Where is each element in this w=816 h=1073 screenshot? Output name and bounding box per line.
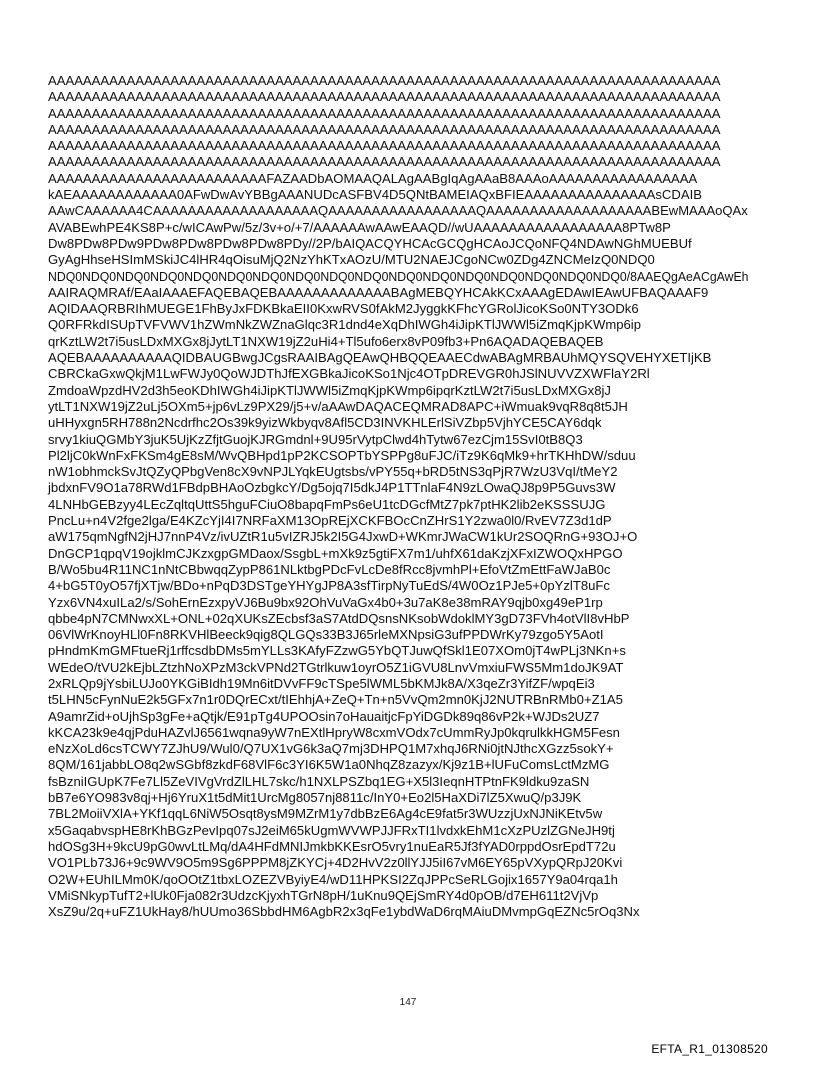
- text-line: bB7e6YO983v8qj+Hj6YruX1t5dMit1UrcMg8057nj8811c/InY0+Eo2l5HaXDi7lZ5XwuQ/p3J9K: [48, 790, 582, 806]
- text-line: 8QM/161jabbLO8q2wSGbf8zkdF68VlF6c3YI6K5W1a0NhqZ8zazyx/Kj9z1B+lUFuComsLctMzMG: [48, 757, 610, 773]
- text-line: kAEAAAAAAAAAAAA0AFwDwAvYBBgAAANUDcASFBV4D5QNtBAMEIAQxBFIEAAAAAAAAAAAAAAAsCDAIB: [48, 187, 702, 203]
- text-line: CBRCkaGxwQkjM1LwFWJy0QoWJDThJfEXGBkaJicoKSo1Njc4OTpDREVGR0hJSlNUVVZXWFlaY2Rl: [48, 366, 650, 382]
- document-id: EFTA_R1_01308520: [651, 1042, 768, 1056]
- text-line: XsZ9u/2q+uFZ1UkHay8/hUUmo36SbbdHM6AgbR2x3qFe1ybdWaD6rqMAiuDMvmpGqEZNc5rOq3Nx: [48, 904, 640, 920]
- text-line: DnGCP1qpqV19ojklmCJKzxgpGMDaox/SsgbL+mXk9z5gtiFX7m1/uhfX61daKzjXFxIZWOQxHPGO: [48, 545, 623, 561]
- text-line: VO1PLb73J6+9c9WV9O5m9Sg6PPPM8jZKYCj+4D2HvV2z0llYJJ5iI67vM6EY65pVXypQRpJ20Kvi: [48, 855, 623, 871]
- text-line: 4LNHbGEBzyy4LEcZqltqUttS5hguFCiuO8bapqFmPs6eU1tcDGcfMtZ7pk7ptHK2lib2eKSSSUJG: [48, 496, 606, 512]
- text-line: eNzXoLd6csTCWY7ZJhU9/Wul0/Q7UX1vG6k3aQ7mj3DHPQ1M7xhqJ6RNi0jtNJthcXGzz5sokY+: [48, 741, 614, 757]
- text-line: qrKztLW2t7i5usLDxMXGx8jJytLT1NXW19jZ2uHi4+Tl5ufo6erx8vP09fb3+Pn6AQADAQEBAQEB: [48, 333, 604, 349]
- text-line: Q0RFRkdISUpTVFVWV1hZWmNkZWZnaGlqc3R1dnd4eXqDhIWGh4iJipKTlJWWl5iZmqKjpKWmp6ip: [48, 317, 641, 333]
- text-line: AAAAAAAAAAAAAAAAAAAAAAAAAFAZAADbAOMAAQALAgAABgIqAgAAaB8AAAoAAAAAAAAAAAAAAAAA: [48, 170, 698, 186]
- text-line: GyAgHhseHSImMSkiJC4lHR4qOisuMjQ2NzYhKTxAOzU/MTU2NAEJCgoNCw0ZDg4ZNCMeIzQ0NDQ0: [48, 252, 655, 268]
- text-line: AAAAAAAAAAAAAAAAAAAAAAAAAAAAAAAAAAAAAAAAAAAAAAAAAAAAAAAAAAAAAAAAAAAAAAAAAAAAA: [48, 138, 721, 154]
- text-line: srvy1kiuQGMbY3juK5UjKzZfjtGuojKJRGmdnl+9U95rVytpClwd4hTytw67ezCjm15SvI0tB8Q3: [48, 431, 583, 447]
- text-line: VMiSNkypTufT2+lUk0Fja082r3UdzcKjyxhTGrN8pH/1uKnu9QEjSmRY4d0pOB/d7EH611t2VjVp: [48, 887, 599, 903]
- text-line: pHndmKmGMFtueRj1rffcsdbDMs5mYLLs3KAfyFZzwG5YbQTJuwQfSkl1E07XOm0jT4wPLj3NKn+s: [48, 643, 626, 659]
- text-line: t5LHN5cFynNuE2k5GFx7n1r0DQrECxt/tIEhhjA+ZeQ+Tn+n5VvQm2mn0KjJ2NUTRBnRMb0+Z1A5: [48, 692, 623, 708]
- text-line: AQIDAAQRBRIhMUEGE1FhByJxFDKBkaEII0KxwRVS0fAkM2JyggkKFhcYGRolJicoKSo0NTY3ODk6: [48, 301, 639, 317]
- text-line: AQEBAAAAAAAAAAQIDBAUGBwgJCgsRAAIBAgQEAwQHBQQEAAECdwABAgMRBAUhMQYSQVEHYXETIjKB: [48, 350, 712, 366]
- text-line: x5GaqabvspHE8rKhBGzPevIpq07sJ2eiM65kUgmWVWPJJFRxTI1lvdxkEhM1cXzPUzlZGNeJH9tj: [48, 822, 615, 838]
- text-line: A9amrZid+oUjhSp3gFe+aQtjk/E91pTg4UPOOsin7oHauaitjcFpYiDGDk89q86vP2k+WJDs2UZ7: [48, 708, 600, 724]
- text-line: O2W+EUhILMm0K/qoOOtZ1tbxLOZEZVByiyE4/wD11HPKSI2ZqJPPcSeRLGojix1657Y9a04rqa1h: [48, 871, 618, 887]
- text-line: ZmdoaWpzdHV2d3h5eoKDhIWGh4iJipKTlJWWl5iZmqKjpKWmp6ipqrKztLW2t7i5usLDxMXGx8jJ: [48, 382, 611, 398]
- text-line: PncLu+n4V2fge2lga/E4KZcYjI4I7NRFaXM13OpREjXCKFBOcCnZHrS1Y2zwa0l0/RvEV7Z3d1dP: [48, 513, 612, 529]
- text-line: AVABEwhPE4KS8P+c/wICAwPw/5z/3v+o/+7/AAAAAAwAAwEAAQD//wUAAAAAAAAAAAAAAAAA8PTw8P: [48, 219, 671, 235]
- text-line: AAAAAAAAAAAAAAAAAAAAAAAAAAAAAAAAAAAAAAAAAAAAAAAAAAAAAAAAAAAAAAAAAAAAAAAAAAAAA: [48, 105, 721, 121]
- text-line: AAAAAAAAAAAAAAAAAAAAAAAAAAAAAAAAAAAAAAAAAAAAAAAAAAAAAAAAAAAAAAAAAAAAAAAAAAAAA: [48, 89, 721, 105]
- text-line: jbdxnFV9O1a78RWd1FBdpBHAoOzbgkcY/Dg5ojq7I5dkJ4P1TTnlaF4N9zLOwaQJ8p9P5Guvs3W: [48, 480, 616, 496]
- text-line: AAAAAAAAAAAAAAAAAAAAAAAAAAAAAAAAAAAAAAAAAAAAAAAAAAAAAAAAAAAAAAAAAAAAAAAAAAAAA: [48, 73, 721, 88]
- text-line: uHHyxgn5RH788n2Ncdrfhc2Os39k9yizWkbyqv8Afl5CD3INVKHLErlSiVZbp5VjhYCE5CAY6dqk: [48, 415, 602, 431]
- text-line: WEdeO/tVU2kEjbLZtzhNoXPzM3ckVPNd2TGtrlkuw1oyrO5Z1iGVU8LnvVmxiuFWS5Mm1doJK9AT: [48, 659, 624, 675]
- text-line: 2xRLQp9jYsbiLUJo0YKGiBIdh19Mn6itDVvFF9cTSpe5lWML5bKMJk8A/X3qeZr3YifZF/wpqEi3: [48, 675, 595, 691]
- page-number: 147: [399, 997, 417, 1008]
- text-line: Dw8PDw8PDw9PDw8PDw8PDw8PDw8PDy//2P/bAIQACQYHCAcGCQgHCAoJCQoNFQ4NDAwNGhMUEBUf: [48, 235, 692, 251]
- text-line: AAwCAAAAAA4CAAAAAAAAAAAAAAAAAAAQAAAAAAAAAAAAAAAAAQAAAAAAAAAAAAAAAAAAABEwMAAAoQAx: [48, 203, 748, 219]
- text-line: kKCA23k9e4qjPduHAZvlJ6561wqna9yW7nEXtlHpryW8cxmVOdx7cUmmRyJp0kqrulkkHGM5Fesn: [48, 724, 620, 740]
- text-line: 4+bG5T0yO57fjXTjw/BDo+nPqD3DSTgeYHYgJP8A3sfTirpNyTuEdS/4W0Oz1PJe5+0pYzlT8uFc: [48, 578, 610, 594]
- text-line: B/Wo5bu4R11NC1nNtCBbwqqZypP861NLktbgPDcFvLcDe8fRcc8jvmhPl+EfoVtZmEttFaWJaB0c: [48, 561, 611, 577]
- text-line: fsBzniIGUpK7Fe7Ll5ZeVIVgVrdZlLHL7skc/h1NXLPSZbq1EG+X5l3IeqnHTPtnFK9ldku9zaSN: [48, 773, 590, 789]
- encoded-text-block: [48, 73, 748, 920]
- text-line: ytLT1NXW19jZ2uLj5OXm5+jp6vLz9PX29/j5+v/aAAwDAQACEQMRAD8APC+iWmuak9vqR8q8t5JH: [48, 398, 628, 414]
- text-line: Pl2ljC0kWnFxFKSm4gE8sM/WvQBHpd1pP2KCSOPTbYSPPg8uFJC/iTz9K6qMk9+hrTKHhDW/sduu: [48, 447, 636, 463]
- text-line: AAAAAAAAAAAAAAAAAAAAAAAAAAAAAAAAAAAAAAAAAAAAAAAAAAAAAAAAAAAAAAAAAAAAAAAAAAAAA: [48, 121, 721, 137]
- text-line: 06VlWrKnoyHLl0Fn8RKVHlBeeck9qig8QLGQs33B3J65rleMXNpsiG3ufPPDWrKy79zgo5Y5AotI: [48, 627, 604, 643]
- text-line: Yzx6VN4xuILa2/s/SohErnEzxpyVJ6Bu9bx92OhVuVaGx4b0+3u7aK8e38mRAY9qjb0xg49eP1rp: [48, 594, 603, 610]
- text-line: 7BL2MoiiVXlA+YKf1qqL6NiW5Osqt8ysM9MZrM1y7dbBzE6Ag4cE9fat5r3WUzzjUxNJNiKEtv5w: [48, 806, 603, 822]
- text-line: NDQ0NDQ0NDQ0NDQ0NDQ0NDQ0NDQ0NDQ0NDQ0NDQ0NDQ0NDQ0NDQ0NDQ0NDQ0NDQ0NDQ0/8AAEQgAeACgAwEh: [48, 268, 749, 284]
- text-line: aW175qmNgfN2jHJ7nnP4Vz/ivUZtR1u5vIZRJ5k2I5G4JxwD+WKmrJWaCW1kUr2SOQRnG+93OJ+O: [48, 529, 638, 545]
- text-line: hdOSg3H+9kcU9pG0wvLtLMq/dA4HFdMNIJmkbKKEsrO5vry1nuEaR5Jf3fYAD0rppdOsrEpdT72u: [48, 838, 616, 854]
- text-line: qbbe4pN7CMNwxXL+ONL+02qXUKsZEcbsf3aS7AtdDQsnsNKsobWdoklMY3gD73FVh4otVlI8vHbP: [48, 610, 630, 626]
- text-line: AAIRAQMRAf/EAaIAAAEFAQEBAQEBAAAAAAAAAAAAABAgMEBQYHCAkKCxAAAgEDAwIEAwUFBAQAAAF9: [48, 284, 709, 300]
- text-line: nW1obhmckSvJtQZyQPbgVen8cX9vNPJLYqkEUgtsbs/vPY55q+bRD5tNS3qPjR7WzU3VqI/tMeY2: [48, 464, 618, 480]
- text-line: AAAAAAAAAAAAAAAAAAAAAAAAAAAAAAAAAAAAAAAAAAAAAAAAAAAAAAAAAAAAAAAAAAAAAAAAAAAAA: [48, 154, 721, 170]
